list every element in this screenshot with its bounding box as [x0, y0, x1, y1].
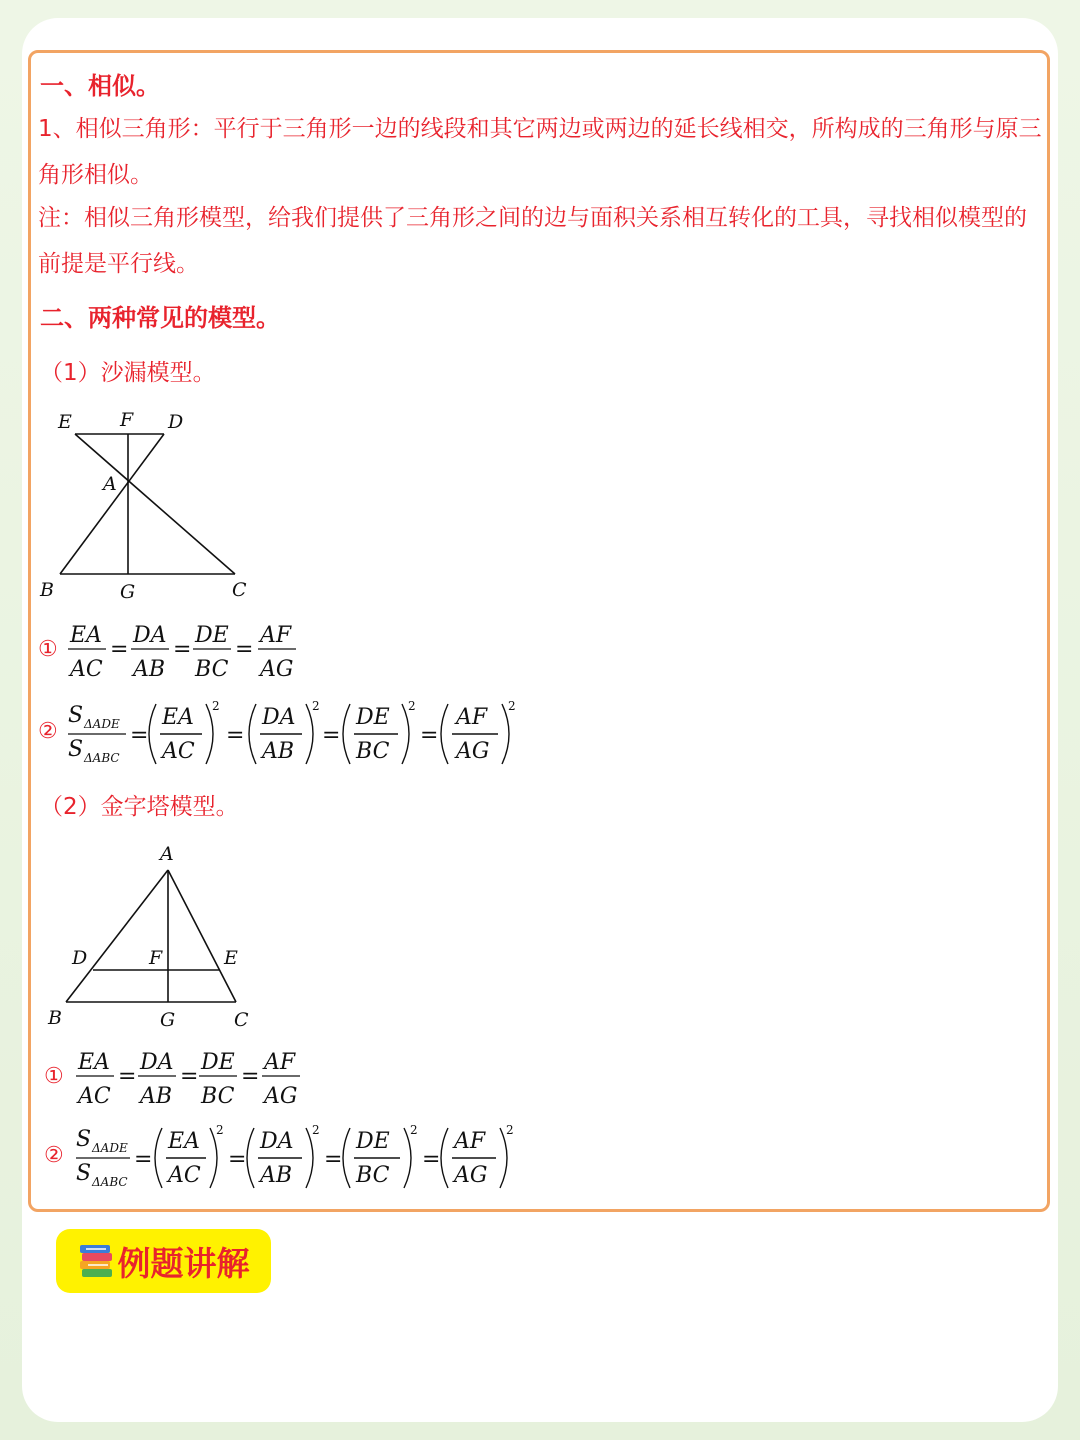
a-frac1-num: EA	[162, 705, 194, 730]
label-f: F	[120, 409, 134, 431]
a-frac3-den: BC	[356, 739, 390, 764]
p-eq-3: =	[241, 1064, 260, 1089]
p-a-pow2: 2	[312, 1123, 320, 1137]
badge-label: 例题讲解	[117, 1243, 250, 1283]
a-pow1: 2	[212, 699, 220, 713]
p-label-f: F	[149, 947, 163, 969]
p-a-frac4-den: AG	[454, 1163, 488, 1188]
p-a-frac1-num: EA	[168, 1129, 200, 1154]
eq-a2: =	[226, 723, 245, 748]
p-frac1-num: EA	[78, 1050, 110, 1075]
p-area-num-s: S	[76, 1127, 92, 1152]
label-b: B	[40, 579, 54, 601]
p-a-frac2-num: DA	[260, 1129, 294, 1154]
p-eq-1: =	[118, 1064, 137, 1089]
label-g: G	[120, 581, 136, 603]
a-pow3: 2	[408, 699, 416, 713]
ratio-fractions	[68, 623, 296, 682]
section1-title: 一、相似。	[40, 72, 160, 100]
frac4-num: AF	[260, 623, 292, 648]
line-eac	[75, 434, 235, 574]
line-dab	[60, 434, 164, 574]
eq-2: =	[173, 637, 192, 662]
label-a: A	[103, 473, 117, 495]
frac1-den: AC	[70, 657, 103, 682]
hourglass-area-formula	[38, 698, 538, 770]
area-den-s: S	[68, 737, 84, 762]
a-frac2-num: DA	[262, 705, 296, 730]
frac4-den: AG	[260, 657, 294, 682]
frac3-num: DE	[195, 623, 229, 648]
model1-title: （1）沙漏模型。	[40, 360, 216, 386]
p-area-den-sub: ΔABC	[92, 1175, 128, 1189]
a-pow2: 2	[312, 699, 320, 713]
marker-2: ②	[38, 719, 58, 744]
a-frac3-num: DE	[356, 705, 390, 730]
p-frac2-num: DA	[140, 1050, 174, 1075]
a-frac1-den: AC	[162, 739, 195, 764]
p-label-e: E	[224, 947, 238, 969]
p-label-c: C	[234, 1009, 249, 1031]
a-pow4: 2	[508, 699, 516, 713]
books-icon	[78, 1241, 114, 1281]
pyramid-ratio-formula	[44, 1045, 344, 1115]
p-frac3-den: BC	[201, 1084, 235, 1109]
frac3-den: BC	[195, 657, 229, 682]
model2-title: （2）金字塔模型。	[40, 794, 239, 820]
a-frac2-den: AB	[262, 739, 295, 764]
p-eq-a1: =	[134, 1147, 153, 1172]
a-frac4-num: AF	[456, 705, 488, 730]
line-ab	[66, 870, 168, 1002]
p-frac4-num: AF	[264, 1050, 296, 1075]
p-label-d: D	[72, 947, 88, 969]
hourglass-diagram	[30, 400, 270, 610]
examples-badge	[56, 1229, 271, 1293]
p-eq-a3: =	[324, 1147, 343, 1172]
p-frac4-den: AG	[264, 1084, 298, 1109]
p-a-frac1-den: AC	[168, 1163, 201, 1188]
eq-a4: =	[420, 723, 439, 748]
marker-4: ②	[44, 1143, 64, 1168]
p-a-frac4-num: AF	[454, 1129, 486, 1154]
eq-3: =	[235, 637, 254, 662]
section1-item1: 1、相似三角形：平行于三角形一边的线段和其它两边或两边的延长线相交，所构成的三角形与原三角形相似。	[38, 116, 1042, 188]
p-a-pow3: 2	[410, 1123, 418, 1137]
p-label-g: G	[160, 1009, 176, 1031]
marker-1: ①	[38, 637, 58, 662]
p-area-den-s: S	[76, 1161, 92, 1186]
eq-a1: =	[130, 723, 149, 748]
p-eq-a4: =	[422, 1147, 441, 1172]
p-eq-2: =	[180, 1064, 199, 1089]
pyramid-diagram	[36, 838, 276, 1038]
p-frac2-den: AB	[140, 1084, 173, 1109]
label-c: C	[232, 579, 247, 601]
frac2-den: AB	[133, 657, 166, 682]
frac2-num: DA	[133, 623, 167, 648]
eq-a3: =	[322, 723, 341, 748]
section1-note: 注：相似三角形模型，给我们提供了三角形之间的边与面积关系相互转化的工具，寻找相似模型的前提是平行线。	[38, 205, 1027, 277]
p-a-frac2-den: AB	[260, 1163, 293, 1188]
line-ac	[168, 870, 236, 1002]
frac1-num: EA	[70, 623, 102, 648]
p-label-a: A	[160, 843, 174, 865]
area-num-sub: ΔADE	[84, 717, 120, 731]
p-area-num-sub: ΔADE	[92, 1141, 128, 1155]
label-d: D	[168, 411, 184, 433]
p-a-frac3-den: BC	[356, 1163, 390, 1188]
section2-title: 二、两种常见的模型。	[40, 304, 280, 332]
a-frac4-den: AG	[456, 739, 490, 764]
marker-3: ①	[44, 1064, 64, 1089]
p-a-pow4: 2	[506, 1123, 514, 1137]
label-e: E	[58, 411, 72, 433]
p-eq-a2: =	[228, 1147, 247, 1172]
p-a-pow1: 2	[216, 1123, 224, 1137]
p-frac1-den: AC	[78, 1084, 111, 1109]
area-num-s: S	[68, 703, 84, 728]
pyramid-area-formula	[44, 1122, 544, 1194]
p-a-frac3-num: DE	[356, 1129, 390, 1154]
eq-1: =	[110, 637, 129, 662]
p-label-b: B	[48, 1007, 62, 1029]
p-frac3-num: DE	[201, 1050, 235, 1075]
hourglass-ratio-formula	[38, 618, 338, 688]
area-den-sub: ΔABC	[84, 751, 120, 765]
